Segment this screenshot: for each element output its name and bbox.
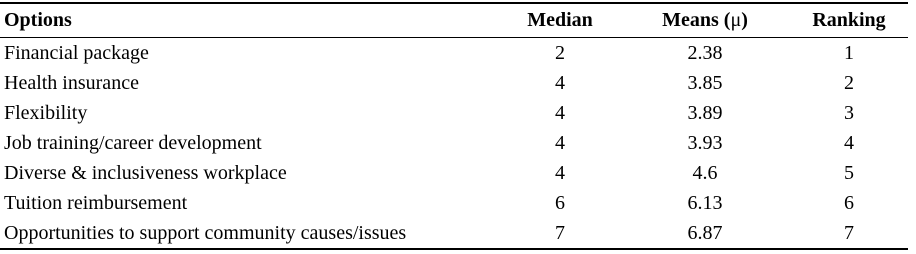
cell-mean: 3.89 xyxy=(687,101,723,124)
table-row xyxy=(0,98,908,128)
header-means xyxy=(620,3,790,38)
header-median: Median xyxy=(527,9,593,31)
cell-ranking: 3 xyxy=(844,101,854,124)
cell-option: Health insurance xyxy=(4,71,139,94)
table-row xyxy=(0,188,908,218)
header-means-label: Means ( xyxy=(662,9,731,31)
table-row xyxy=(0,68,908,98)
cell-ranking: 6 xyxy=(844,191,854,214)
cell-median: 4 xyxy=(555,131,565,154)
cell-median: 4 xyxy=(555,161,565,184)
cell-mean: 6.13 xyxy=(687,191,723,214)
cell-median: 2 xyxy=(555,41,565,64)
cell-mean: 6.87 xyxy=(687,221,723,244)
cell-mean: 3.85 xyxy=(687,71,723,94)
table-row xyxy=(0,158,908,188)
header-options: Options xyxy=(4,9,72,31)
cell-option: Tuition reimbursement xyxy=(4,191,188,214)
table-header-row xyxy=(0,3,908,38)
cell-mean: 4.6 xyxy=(692,161,718,184)
cell-ranking: 2 xyxy=(844,71,854,94)
cell-option: Opportunities to support community causes/issues xyxy=(4,221,407,244)
cell-option: Flexibility xyxy=(4,101,88,124)
results-table xyxy=(0,2,908,250)
table-row xyxy=(0,38,908,69)
cell-median: 7 xyxy=(555,221,565,244)
header-means-close: ) xyxy=(741,9,748,31)
cell-ranking: 7 xyxy=(844,221,854,244)
cell-median: 4 xyxy=(555,101,565,124)
cell-option: Job training/career development xyxy=(4,131,262,154)
cell-mean: 2.38 xyxy=(687,41,723,64)
header-means-symbol: μ xyxy=(730,9,742,31)
cell-ranking: 1 xyxy=(844,41,854,64)
cell-median: 4 xyxy=(555,71,565,94)
table-row xyxy=(0,218,908,249)
cell-ranking: 4 xyxy=(844,131,854,154)
table-row xyxy=(0,128,908,158)
cell-median: 6 xyxy=(555,191,565,214)
header-ranking: Ranking xyxy=(812,9,886,31)
cell-option: Financial package xyxy=(4,41,149,64)
cell-mean: 3.93 xyxy=(687,131,723,154)
cell-ranking: 5 xyxy=(844,161,854,184)
cell-option: Diverse & inclusiveness workplace xyxy=(4,161,287,184)
